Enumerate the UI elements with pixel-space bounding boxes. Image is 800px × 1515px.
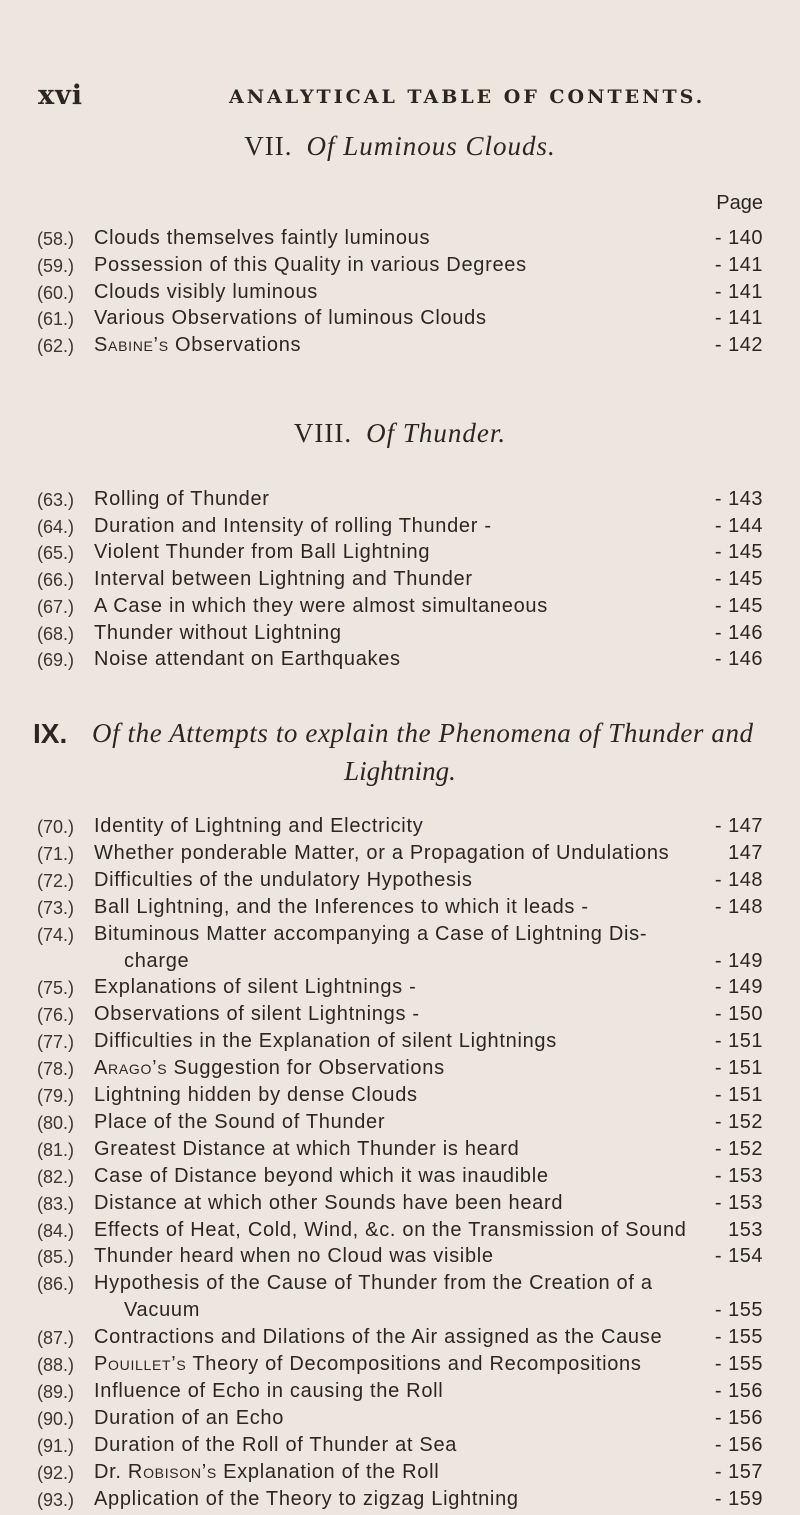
- page-column-label: Page: [716, 192, 763, 214]
- entry-number: (76.): [37, 1005, 75, 1026]
- entry-number: (78.): [37, 1059, 75, 1080]
- entry-title: Hypothesis of the Cause of Thunder from the Creation of a: [94, 1272, 653, 1295]
- entry-text: [94, 254, 527, 277]
- entry-title: Influence of Echo in causing the Roll: [94, 1379, 444, 1402]
- entry-title: Effects of Heat, Cold, Wind, &c. on the Transmission of Sound: [94, 1218, 687, 1241]
- entry-page: 147: [728, 841, 763, 864]
- entry-text-prefix: Dr.: [94, 1460, 128, 1483]
- entry-number: (69.): [37, 650, 75, 671]
- entry-author-name: Robison’s: [127, 1460, 217, 1483]
- entry-page: - 142: [714, 334, 763, 357]
- toc-entry: [0, 595, 800, 622]
- entry-title: A Case in which they were almost simultaneous: [94, 594, 548, 617]
- entry-text: [94, 815, 423, 838]
- entry-text: [94, 648, 401, 671]
- entry-page: - 140: [714, 227, 763, 249]
- entry-author-name: Sabine’s: [94, 334, 169, 357]
- entry-title: Vacuum: [124, 1299, 201, 1322]
- entry-number: (83.): [37, 1193, 75, 1214]
- entry-page: - 151: [714, 1084, 763, 1106]
- entry-text: [94, 1003, 420, 1026]
- entry-title: Observations: [168, 334, 302, 357]
- page-number: xvi: [38, 80, 84, 111]
- entry-text: [94, 896, 589, 919]
- entry-text: [94, 976, 416, 999]
- toc-entry: [0, 1353, 800, 1380]
- entry-text: [94, 281, 318, 304]
- entry-text: [94, 1245, 494, 1268]
- entry-text: [94, 1057, 445, 1080]
- toc-entry: [0, 1299, 800, 1326]
- entry-text: [94, 1272, 653, 1295]
- entry-page: - 146: [714, 648, 763, 671]
- entry-text: [124, 1299, 200, 1322]
- entry-page: - 145: [714, 568, 763, 591]
- toc-entry: [0, 1003, 800, 1030]
- entry-author-name: Pouillet’s: [94, 1353, 187, 1375]
- entry-number: (80.): [37, 1112, 75, 1133]
- entry-number: (66.): [37, 570, 75, 591]
- entry-title: Observations of silent Lightnings -: [94, 1003, 420, 1026]
- entry-title: Clouds visibly luminous: [94, 280, 318, 303]
- entry-text: [94, 541, 430, 564]
- toc-entry: [0, 1380, 800, 1407]
- entry-number: (82.): [37, 1166, 75, 1187]
- running-title: ANALYTICAL TABLE OF CONTENTS.: [229, 86, 706, 108]
- running-header: [0, 80, 800, 110]
- toc-entry: [0, 515, 800, 542]
- entry-text: [94, 1192, 563, 1215]
- entry-number: (77.): [37, 1032, 75, 1053]
- section-9-heading: [0, 718, 800, 798]
- entry-number: (63.): [37, 490, 75, 510]
- entry-number: (68.): [37, 623, 75, 644]
- entry-page: - 152: [714, 1110, 763, 1133]
- entry-number: (85.): [37, 1247, 75, 1268]
- toc-entry: [0, 976, 800, 1003]
- entry-number: (70.): [37, 817, 75, 837]
- entry-title: charge: [124, 949, 190, 972]
- entry-number: (71.): [37, 843, 75, 864]
- entry-page: - 152: [714, 1137, 763, 1160]
- toc-entry: [0, 1488, 800, 1515]
- entry-title: Place of the Sound of Thunder: [94, 1110, 386, 1133]
- entry-number: (93.): [37, 1489, 75, 1510]
- toc-entry: [0, 842, 800, 869]
- entry-number: (86.): [37, 1274, 75, 1295]
- entry-number: (73.): [37, 897, 75, 918]
- entry-page: - 145: [714, 594, 763, 617]
- toc-entry: [0, 622, 800, 649]
- entry-title: Interval between Lightning and Thunder: [94, 568, 473, 591]
- entry-title: Explanations of silent Lightnings -: [94, 976, 417, 999]
- section-8-heading: [0, 418, 800, 449]
- entry-page: - 149: [714, 949, 763, 972]
- entry-text: [94, 1165, 549, 1188]
- entry-text: [94, 1138, 520, 1161]
- entry-number: (74.): [37, 924, 75, 945]
- entry-title: Lightning hidden by dense Clouds: [94, 1084, 418, 1106]
- entry-title: Identity of Lightning and Electricity: [94, 815, 424, 837]
- entry-number: (84.): [37, 1220, 75, 1241]
- entry-title: Ball Lightning, and the Inferences to which it leads -: [94, 895, 589, 918]
- entry-page: - 155: [714, 1299, 763, 1322]
- section-8-numeral: VIII.: [293, 418, 353, 448]
- entry-text: [94, 1461, 439, 1484]
- entry-page: - 154: [714, 1245, 763, 1268]
- entry-page: - 141: [714, 307, 763, 330]
- entry-title: Thunder heard when no Cloud was visible: [94, 1245, 494, 1268]
- entry-title: Bituminous Matter accompanying a Case of Lightning Dis-: [94, 922, 648, 945]
- entry-page: - 144: [714, 514, 763, 537]
- section-9-title-line-1: Of the Attempts to explain the Phenomena of Thunder and: [92, 718, 754, 748]
- entry-number: (81.): [37, 1139, 75, 1160]
- entry-page: - 155: [714, 1326, 763, 1349]
- toc-entry: [0, 1245, 800, 1272]
- toc-entry: [0, 307, 800, 334]
- toc-entry: [0, 1326, 800, 1353]
- section-9-title-line-2: Lightning.: [344, 756, 456, 786]
- entry-number: (79.): [37, 1086, 75, 1106]
- entry-text: [94, 842, 669, 865]
- entry-number: (62.): [37, 336, 75, 357]
- entry-page: - 151: [714, 1030, 763, 1053]
- entry-page: 153: [728, 1218, 763, 1241]
- entry-text: [94, 1084, 418, 1107]
- toc-entry: [0, 950, 800, 977]
- toc-entry: [0, 488, 800, 515]
- entry-text: [94, 1326, 662, 1349]
- entry-text: [94, 1434, 457, 1457]
- entry-number: (64.): [37, 516, 75, 537]
- entry-title: Theory of Decompositions and Recompositions: [186, 1353, 642, 1375]
- toc-entry: [0, 1057, 800, 1084]
- entry-text: [94, 1353, 642, 1376]
- toc-entry: [0, 1461, 800, 1488]
- entry-page: - 141: [714, 253, 763, 276]
- entry-number: (60.): [37, 282, 75, 303]
- entry-text: [94, 227, 430, 250]
- entry-title: Contractions and Dilations of the Air assigned as the Cause: [94, 1326, 663, 1349]
- entry-number: (59.): [37, 255, 75, 276]
- entry-title: Various Observations of luminous Clouds: [94, 307, 487, 330]
- entry-page: - 153: [714, 1164, 763, 1187]
- entry-text: [94, 1111, 385, 1134]
- toc-entry: [0, 896, 800, 923]
- section-8-title: Of Thunder.: [366, 418, 507, 448]
- entry-number: (92.): [37, 1462, 75, 1483]
- entry-page: - 146: [714, 621, 763, 644]
- entry-number: (89.): [37, 1381, 75, 1402]
- entry-text: [94, 515, 492, 538]
- toc-entry: [0, 815, 800, 842]
- entry-title: Explanation of the Roll: [216, 1460, 440, 1483]
- entry-title: Difficulties of the undulatory Hypothesis: [94, 868, 473, 891]
- entry-text: [94, 1407, 284, 1430]
- entry-page: - 148: [714, 868, 763, 891]
- entry-text: [94, 1380, 443, 1403]
- entry-page: - 149: [714, 976, 763, 999]
- entry-title: Greatest Distance at which Thunder is heard: [94, 1137, 520, 1160]
- toc-entry: [0, 923, 800, 950]
- entry-page: - 153: [714, 1191, 763, 1214]
- entry-title: Thunder without Lightning: [94, 621, 342, 644]
- entry-text: [94, 1488, 519, 1511]
- entry-number: (90.): [37, 1408, 75, 1429]
- entry-page: - 159: [714, 1487, 763, 1510]
- toc-entry: [0, 869, 800, 896]
- toc-entry: [0, 1407, 800, 1434]
- entry-number: (72.): [37, 870, 75, 891]
- entry-title: Duration of an Echo: [94, 1406, 285, 1429]
- entry-number: (88.): [37, 1355, 75, 1375]
- entry-title: Case of Distance beyond which it was inaudible: [94, 1164, 549, 1187]
- entry-text: [94, 568, 473, 591]
- entry-text: [94, 488, 270, 511]
- entry-title: Difficulties in the Explanation of silent Lightnings: [94, 1030, 557, 1053]
- toc-entry: [0, 227, 800, 254]
- entry-title: Application of the Theory to zigzag Lightning: [94, 1487, 519, 1510]
- entry-page: - 145: [714, 541, 763, 564]
- entry-title: Clouds themselves faintly luminous: [94, 227, 431, 249]
- toc-entry: [0, 1165, 800, 1192]
- entry-title: Suggestion for Observations: [167, 1057, 445, 1080]
- entry-title: Violent Thunder from Ball Lightning: [94, 541, 431, 564]
- toc-entry: [0, 648, 800, 675]
- entry-page: - 156: [714, 1433, 763, 1456]
- entry-title: Distance at which other Sounds have been heard: [94, 1191, 564, 1214]
- entry-text: [94, 923, 647, 946]
- entry-number: (75.): [37, 978, 75, 999]
- entry-page: - 156: [714, 1379, 763, 1402]
- toc-entry: [0, 1030, 800, 1057]
- entry-number: (65.): [37, 543, 75, 564]
- entry-number: (58.): [37, 229, 75, 249]
- entry-text: [94, 622, 342, 645]
- toc-entry: [0, 1434, 800, 1461]
- entry-number: (87.): [37, 1328, 75, 1349]
- entry-text: [94, 869, 473, 892]
- entry-text: [94, 1030, 557, 1053]
- entry-text: [94, 1219, 687, 1242]
- entry-text: [94, 595, 548, 618]
- toc-entry: [0, 1192, 800, 1219]
- entry-title: Noise attendant on Earthquakes: [94, 648, 401, 671]
- entry-title: Duration of the Roll of Thunder at Sea: [94, 1433, 458, 1456]
- section-7-numeral: VII.: [244, 131, 293, 161]
- toc-entry: [0, 568, 800, 595]
- entry-page: - 155: [714, 1353, 763, 1375]
- entry-page: - 156: [714, 1406, 763, 1429]
- toc-entry: [0, 334, 800, 361]
- toc-entry: [0, 1219, 800, 1246]
- section-7-title: Of Luminous Clouds.: [306, 131, 556, 161]
- entry-page: - 147: [714, 815, 763, 837]
- entry-title: Duration and Intensity of rolling Thunder -: [94, 514, 492, 537]
- section-9-numeral: IX.: [33, 718, 68, 749]
- toc-entry: [0, 1272, 800, 1299]
- entry-number: (67.): [37, 596, 75, 617]
- entry-text: [124, 950, 189, 973]
- toc-entry: [0, 254, 800, 281]
- entry-text: [94, 334, 301, 357]
- entry-author-name: Arago’s: [94, 1057, 168, 1080]
- entry-page: - 143: [714, 488, 763, 510]
- entry-page: - 157: [714, 1460, 763, 1483]
- toc-entry: [0, 1084, 800, 1111]
- section-7-heading: [0, 131, 800, 162]
- entry-title: Rolling of Thunder: [94, 488, 270, 510]
- entry-page: - 150: [714, 1003, 763, 1026]
- entry-number: (61.): [37, 309, 75, 330]
- toc-entry: [0, 1138, 800, 1165]
- toc-entry: [0, 541, 800, 568]
- entry-page: - 141: [714, 280, 763, 303]
- toc-entry: [0, 281, 800, 308]
- entry-text: [94, 307, 487, 330]
- entry-page: - 148: [714, 895, 763, 918]
- entry-title: Whether ponderable Matter, or a Propagation of Undulations: [94, 841, 670, 864]
- entry-title: Possession of this Quality in various Degrees: [94, 253, 527, 276]
- toc-entry: [0, 1111, 800, 1138]
- entry-number: (91.): [37, 1435, 75, 1456]
- entry-page: - 151: [714, 1057, 763, 1080]
